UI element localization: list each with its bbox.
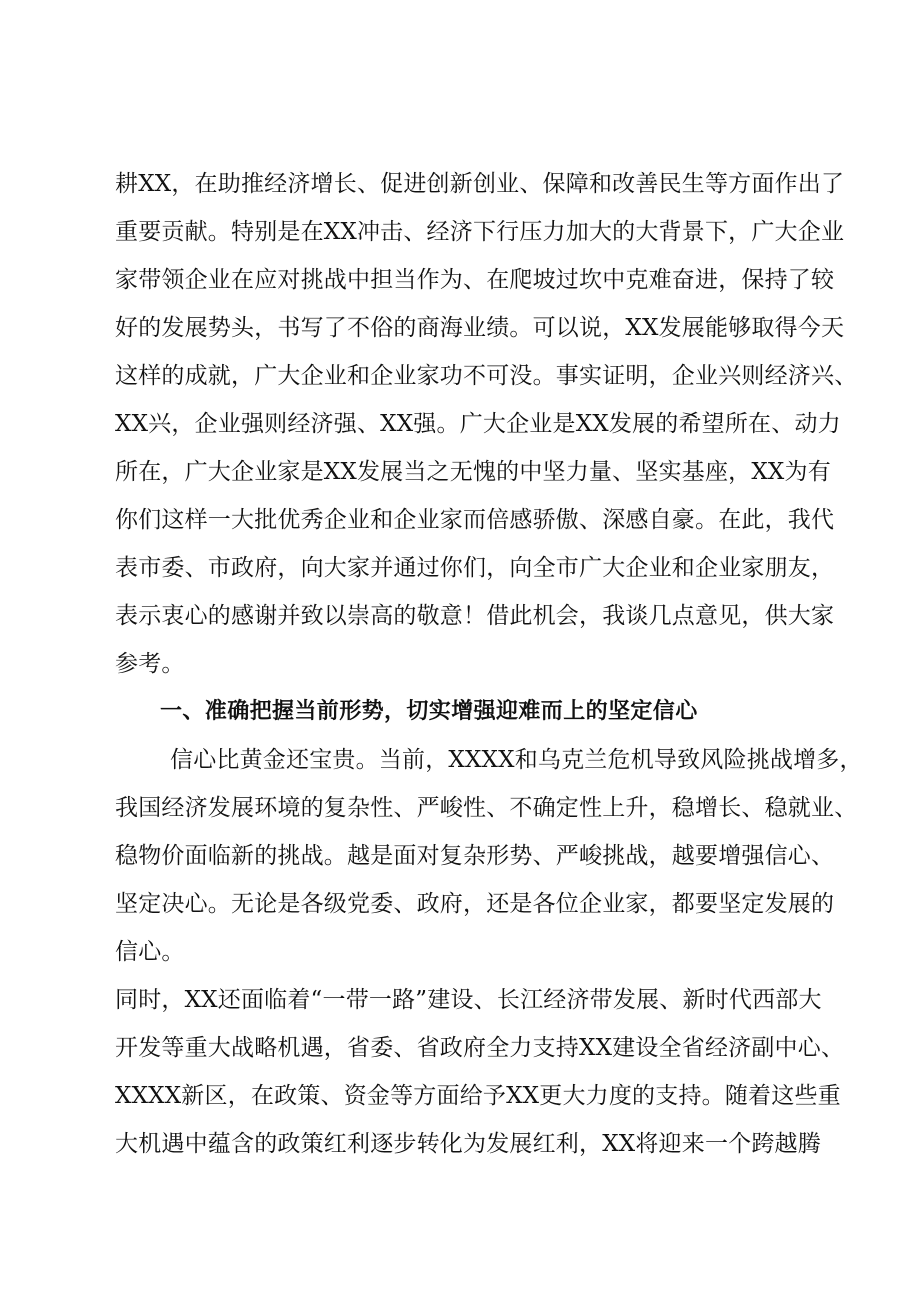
paragraph-line: XXXX新区，在政策、资金等方面给予XX更大力度的支持。随着这些重	[115, 1083, 841, 1109]
paragraph-line: XX兴，企业强则经济强、XX强。广大企业是XX发展的希望所在、动力	[115, 411, 841, 437]
paragraph-line: 你们这样一大批优秀企业和企业家而倍感骄傲、深感自豪。在此，我代	[115, 507, 835, 533]
section-heading: 一、准确把握当前形势，切实增强迎难而上的坚定信心	[160, 699, 698, 724]
paragraph-line: 重要贡献。特别是在XX冲击、经济下行压力加大的大背景下，广大企业	[115, 219, 845, 245]
paragraph-line: 信心比黄金还宝贵。当前，XXXX和乌克兰危机导致风险挑战增多，	[170, 747, 863, 773]
paragraph-line: 大机遇中蕴含的政策红利逐步转化为发展红利，XX将迎来一个跨越腾	[115, 1131, 821, 1157]
paragraph-line: 坚定决心。无论是各级党委、政府，还是各位企业家，都要坚定发展的	[115, 891, 835, 917]
paragraph-line: 参考。	[115, 651, 185, 677]
paragraph-line: 我国经济发展环境的复杂性、严峻性、不确定性上升，稳增长、稳就业、	[115, 795, 858, 821]
paragraph-line: 信心。	[115, 939, 185, 965]
paragraph-line: 所在，广大企业家是XX发展当之无愧的中坚力量、坚实基座，XX为有	[115, 459, 831, 485]
paragraph-line: 稳物价面临新的挑战。越是面对复杂形势、严峻挑战，越要增强信心、	[115, 843, 835, 869]
paragraph-line: 这样的成就，广大企业和企业家功不可没。事实证明，企业兴则经济兴、	[115, 363, 858, 389]
paragraph-line: 表市委、市政府，向大家并通过你们，向全市广大企业和企业家朋友，	[115, 555, 835, 581]
paragraph-line: 家带领企业在应对挑战中担当作为、在爬坡过坎中克难奋进，保持了较	[115, 267, 835, 293]
paragraph-line: 表示衷心的感谢并致以崇高的敬意！借此机会，我谈几点意见，供大家	[115, 603, 835, 629]
paragraph-line: 同时，XX还面临着“一带一路”建设、长江经济带发展、新时代西部大	[115, 987, 822, 1013]
paragraph-line: 耕XX，在助推经济增长、促进创新创业、保障和改善民生等方面作出了	[115, 171, 845, 197]
paragraph-line: 好的发展势头，书写了不俗的商海业绩。可以说，XX发展能够取得今天	[115, 315, 845, 341]
paragraph-line: 开发等重大战略机遇，省委、省政府全力支持XX建设全省经济副中心、	[115, 1035, 845, 1061]
